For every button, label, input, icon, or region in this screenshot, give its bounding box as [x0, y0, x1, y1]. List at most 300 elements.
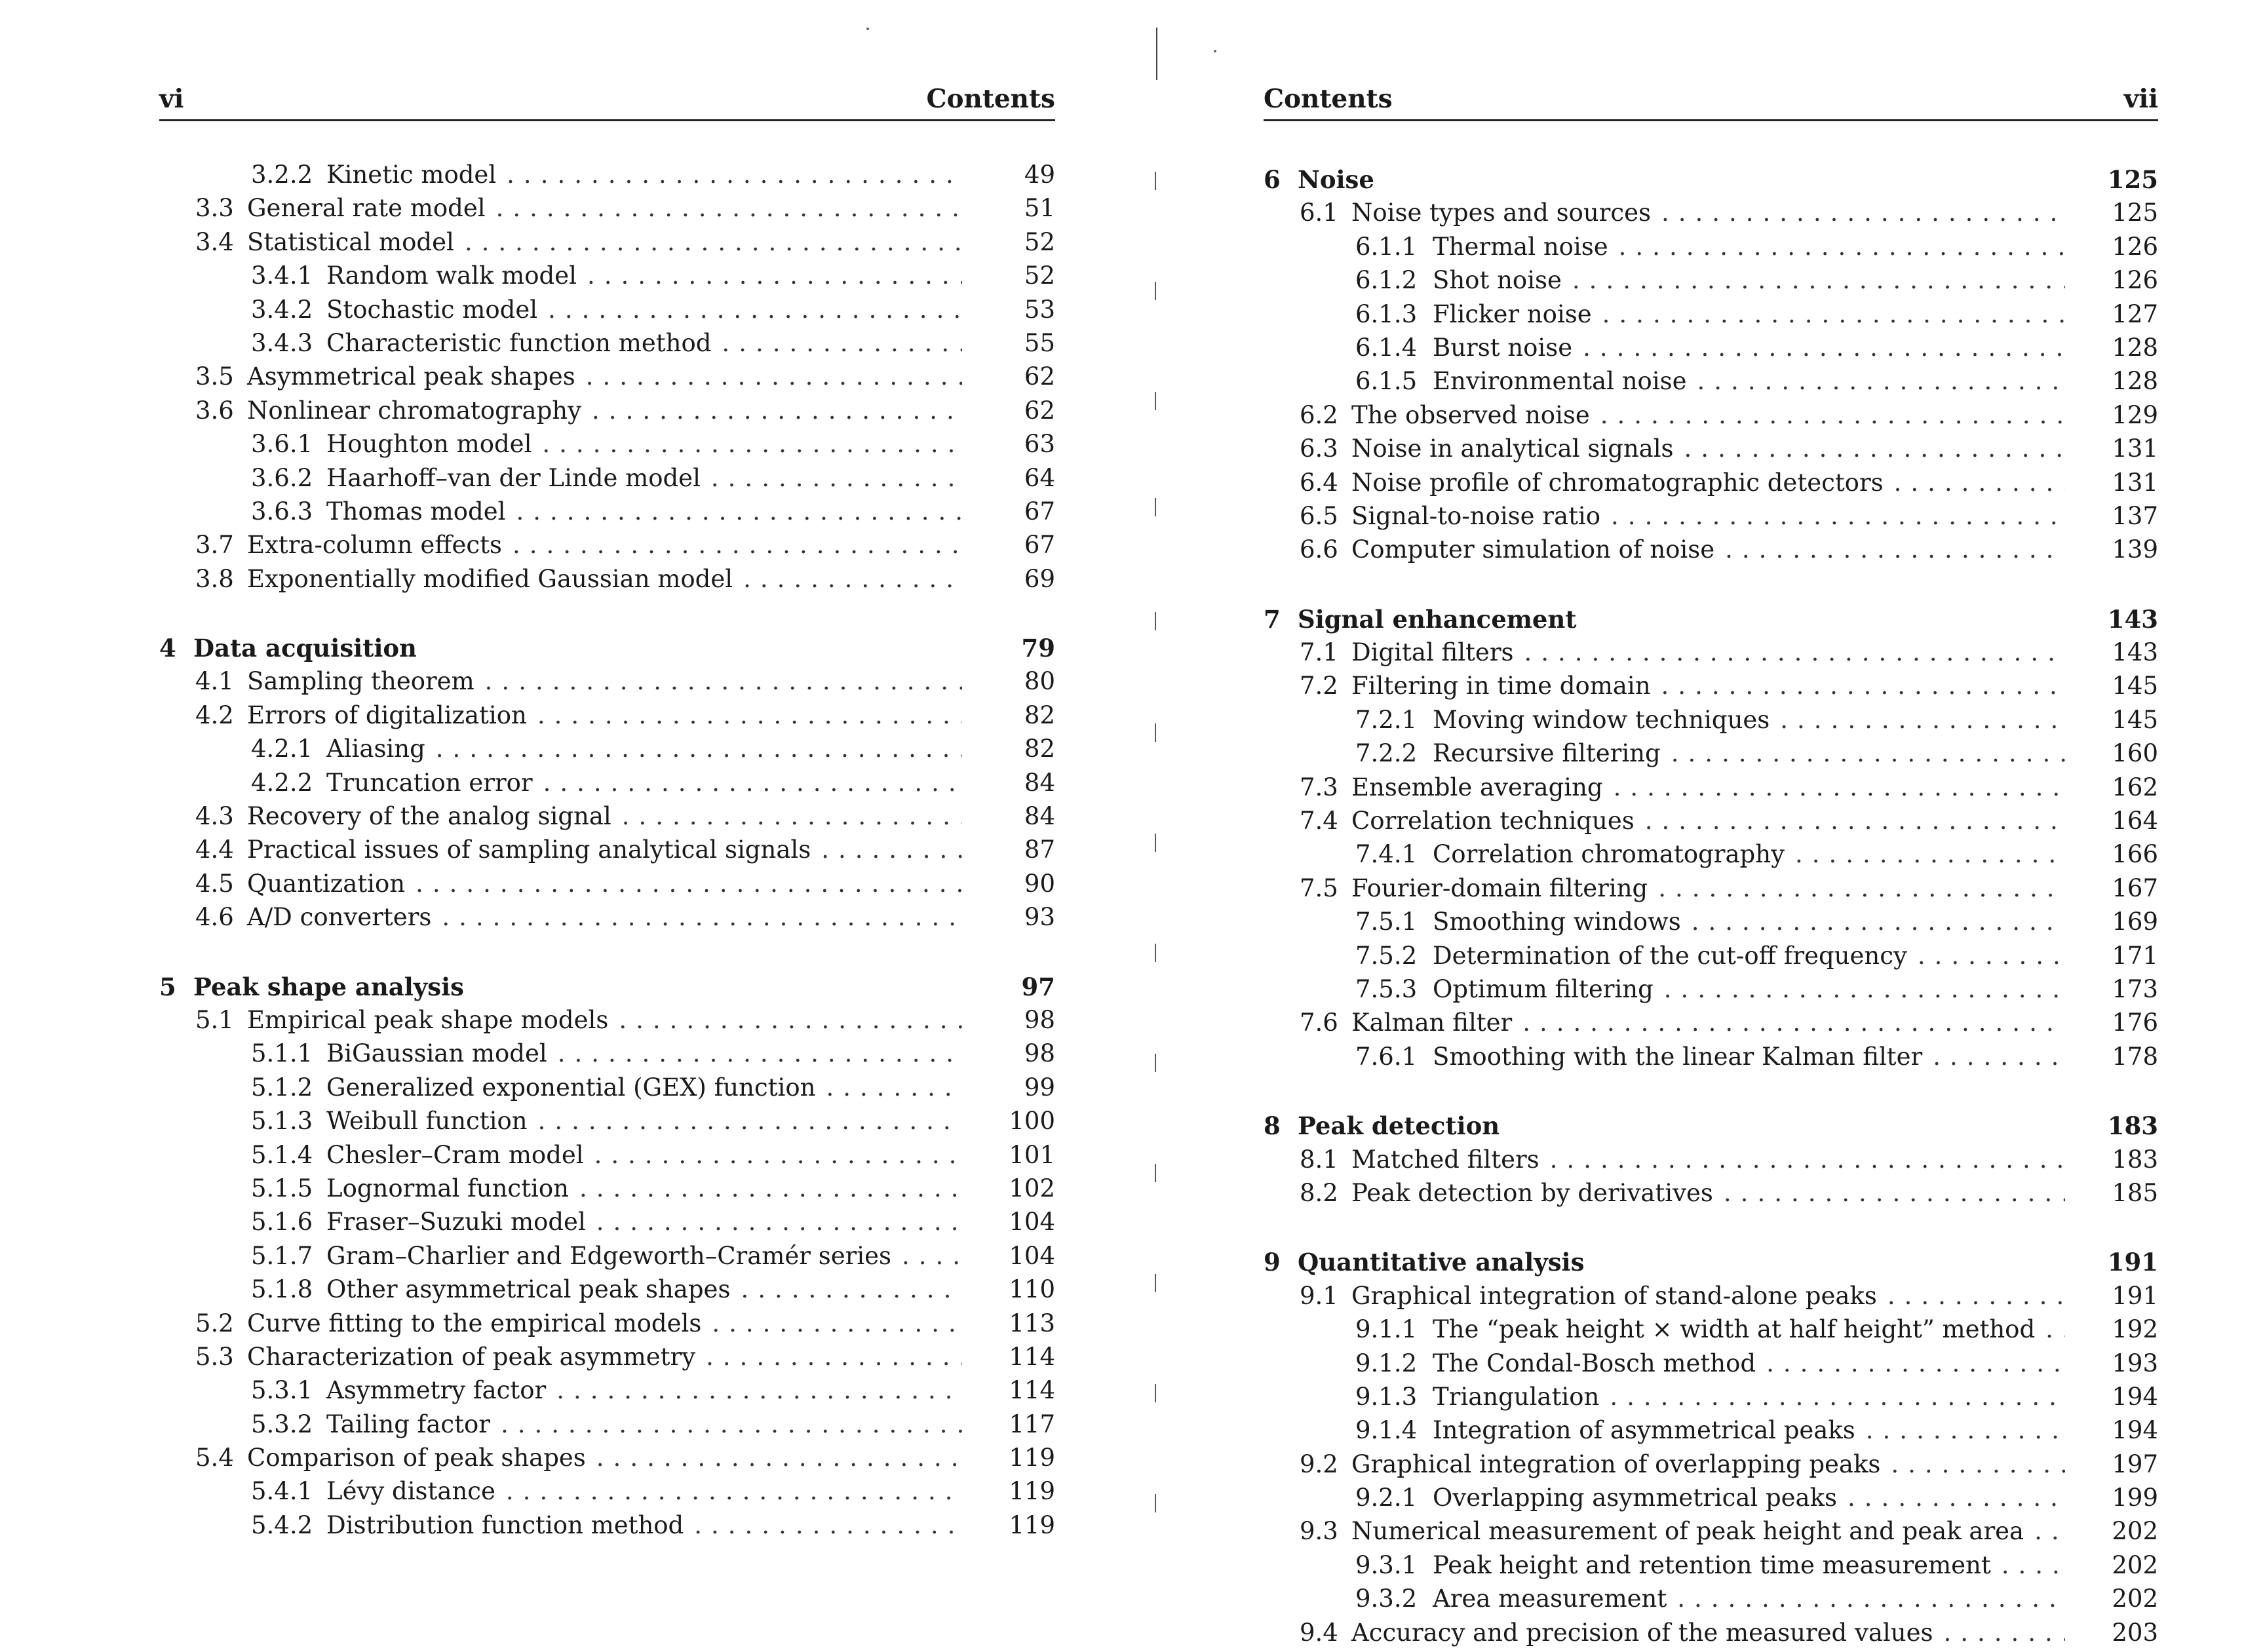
toc-entry-number: 4.6	[195, 903, 234, 932]
toc-entry-page: 127	[2112, 299, 2158, 328]
toc-entry-number: 7.5.1	[1355, 908, 1418, 936]
toc-entry-subsection	[1264, 739, 2158, 773]
toc-entry-page: 126	[2112, 232, 2158, 261]
toc-entry-page: 84	[1024, 802, 1055, 831]
toc-entry-section	[1264, 1619, 2158, 1652]
toc-entry-page: 52	[1024, 261, 1055, 290]
dot-leader	[722, 329, 962, 357]
toc-entry-number: 3.4.1	[251, 261, 313, 290]
toc-entry-number: 9.1.2	[1355, 1349, 1418, 1377]
toc-entry-number: 9.3.2	[1355, 1585, 1418, 1613]
toc-entry-subsection	[1264, 367, 2158, 400]
toc-entry-page: 202	[2112, 1517, 2158, 1546]
toc-entry-page: 145	[2112, 705, 2158, 734]
toc-entry-number: 6.2	[1300, 400, 1338, 429]
toc-entry-page: 110	[1009, 1275, 1055, 1304]
toc-entry-subsection	[1264, 1416, 2158, 1450]
toc-entry-page: 102	[1009, 1174, 1055, 1202]
toc-entry-section	[159, 701, 1055, 735]
toc-entry-title: Fraser–Suzuki model	[326, 1208, 586, 1237]
toc-entry-number: 9.3	[1300, 1517, 1338, 1546]
toc-entry-title: Correlation chromatography	[1433, 840, 1785, 869]
toc-entry-page: 82	[1024, 735, 1055, 763]
toc-entry-page: 119	[1009, 1444, 1055, 1472]
toc-entry-number: 6.1.2	[1355, 266, 1418, 295]
toc-entry-title: Noise	[1298, 165, 1374, 194]
toc-entry-number: 7.4.1	[1355, 840, 1418, 869]
toc-entry-number: 3.4	[195, 227, 234, 256]
toc-entry-page: 139	[2112, 535, 2158, 564]
toc-entry-title: Digital filters	[1351, 638, 1514, 667]
toc-entry-subsection	[159, 1242, 1055, 1275]
page-number: vi	[159, 84, 184, 114]
dot-leader	[558, 1039, 962, 1067]
toc-entry-page: 166	[2112, 840, 2158, 869]
toc-entry-number: 6.1.5	[1355, 367, 1418, 396]
toc-entry-subsection	[1264, 1585, 2158, 1618]
toc-entry-number: 7.6	[1300, 1008, 1338, 1037]
toc-entry-subsection	[1264, 706, 2158, 739]
toc-entry-title: Flicker noise	[1433, 299, 1592, 328]
toc-entry-number: 6.5	[1300, 501, 1338, 530]
toc-entry-number: 5.1.1	[251, 1039, 313, 1068]
toc-entry-title: Fourier-domain filtering	[1351, 874, 1648, 902]
toc-entry-section	[159, 228, 1055, 261]
gutter-mark	[1155, 1384, 1156, 1402]
toc-entry-page: 99	[1024, 1073, 1055, 1102]
toc-entry-page: 173	[2112, 974, 2158, 1003]
toc-entry-title: Thomas model	[326, 497, 506, 526]
toc-entry-number: 9.1.4	[1355, 1416, 1418, 1445]
dot-leader	[622, 802, 962, 830]
toc-entry-subsection	[1264, 942, 2158, 975]
toc-entry-number: 9.1.1	[1355, 1315, 1418, 1344]
toc-entry-title: Noise types and sources	[1351, 199, 1651, 227]
toc-entry-number: 3.4.2	[251, 295, 313, 324]
toc-entry-subsection	[159, 1376, 1055, 1410]
toc-entry-number: 7.5	[1300, 874, 1338, 902]
toc-entry-number: 4.3	[195, 802, 234, 831]
toc-entry-page: 114	[1009, 1376, 1055, 1405]
dot-leader	[1697, 367, 2065, 395]
page-gutter	[1155, 0, 1168, 1594]
toc-entry-subsection	[159, 1039, 1055, 1073]
toc-entry-page: 84	[1024, 768, 1055, 797]
toc-entry-number: 6	[1264, 165, 1281, 194]
toc-entry-number: 8	[1264, 1111, 1281, 1141]
toc-entry-subsection	[159, 329, 1055, 362]
toc-entry-section	[1264, 807, 2158, 840]
dot-leader	[2034, 1517, 2065, 1545]
toc-entry-title: Matched filters	[1351, 1145, 1539, 1174]
toc-entry-number: 5.4.1	[251, 1477, 313, 1506]
toc-entry-chapter	[159, 634, 1055, 667]
gutter-mark	[1155, 282, 1156, 300]
toc-entry-number: 4.2.2	[251, 768, 313, 797]
toc-entry-subsection	[1264, 266, 2158, 299]
toc-entry-section	[159, 802, 1055, 836]
dot-leader	[826, 1073, 963, 1102]
toc-entry-number: 8.1	[1300, 1145, 1338, 1174]
toc-entry-subsection	[159, 261, 1055, 295]
toc-entry-title: Comparison of peak shapes	[247, 1444, 586, 1472]
dot-leader	[2045, 1315, 2065, 1343]
toc-entry-page: 183	[2112, 1145, 2158, 1174]
toc-entry-number: 5.3.2	[251, 1410, 313, 1438]
toc-entry-page: 185	[2112, 1178, 2158, 1207]
toc-entry-page: 131	[2112, 468, 2158, 497]
toc-entry-title: Signal-to-noise ratio	[1351, 501, 1601, 530]
toc-entry-page: 137	[2112, 501, 2158, 530]
toc-entry-page: 125	[2112, 199, 2158, 227]
toc-entry-title: Environmental noise	[1433, 367, 1687, 396]
dot-leader	[1891, 1450, 2065, 1478]
toc-entry-section	[1264, 1282, 2158, 1315]
toc-entry-section	[1264, 535, 2158, 569]
toc-entry-page: 101	[1009, 1140, 1055, 1169]
toc-entry-page: 64	[1024, 463, 1055, 492]
toc-entry-title: Noise in analytical signals	[1351, 434, 1674, 463]
scan-speck	[866, 28, 869, 30]
toc-entry-subsection	[159, 161, 1055, 194]
running-head-title: Contents	[1264, 84, 1393, 114]
dot-leader	[1724, 1179, 2065, 1207]
toc-entry-title: Recursive filtering	[1433, 739, 1661, 768]
toc-entry-title: Houghton model	[326, 430, 532, 459]
toc-entry-title: Empirical peak shape models	[247, 1005, 609, 1034]
toc-entry-section	[159, 1006, 1055, 1039]
toc-entry-page: 128	[2112, 333, 2158, 362]
toc-entry-number: 8.2	[1300, 1178, 1338, 1207]
toc-entry-chapter	[1264, 605, 2158, 638]
dot-leader	[1600, 401, 2065, 429]
toc-entry-title: Lognormal function	[326, 1174, 569, 1202]
toc-entry-number: 9.4	[1300, 1618, 1338, 1647]
toc-entry-number: 5	[159, 972, 176, 1001]
gutter-mark	[1155, 1164, 1156, 1182]
gutter-mark	[1155, 172, 1156, 190]
toc-entry-page: 167	[2112, 874, 2158, 902]
toc-entry-page: 191	[2107, 1248, 2158, 1277]
dot-leader	[1610, 1383, 2065, 1411]
toc-entry-number: 4.2	[195, 701, 234, 729]
toc-entry-section	[1264, 1008, 2158, 1042]
toc-entry-title: Peak shape analysis	[193, 972, 464, 1001]
toc-entry-page: 193	[2112, 1349, 2158, 1377]
gutter-mark	[1155, 1054, 1156, 1072]
dot-leader	[1943, 1619, 2065, 1647]
toc-entry-number: 5.1.5	[251, 1174, 313, 1202]
toc-entry-number: 5.1.2	[251, 1073, 313, 1102]
toc-entry-number: 5.1.4	[251, 1140, 313, 1169]
dot-leader	[1614, 773, 2065, 801]
toc-entry-section	[159, 565, 1055, 598]
toc-entry-subsection	[1264, 1043, 2158, 1076]
dot-leader	[416, 870, 962, 898]
toc-entry-page: 183	[2107, 1111, 2158, 1141]
toc-entry-page: 67	[1024, 531, 1055, 560]
dot-leader	[537, 701, 962, 729]
toc-entry-section	[1264, 434, 2158, 468]
dot-leader	[485, 667, 962, 695]
dot-leader	[1611, 502, 2065, 530]
toc-entry-number: 7.3	[1300, 773, 1338, 801]
toc-entry-number: 7.2	[1300, 672, 1338, 701]
toc-entry-number: 9.3.1	[1355, 1550, 1418, 1579]
toc-entry-page: 80	[1024, 667, 1055, 696]
toc-entry-page: 82	[1024, 701, 1055, 729]
toc-entry-subsection	[159, 769, 1055, 802]
toc-entry-subsection	[1264, 334, 2158, 367]
dot-leader	[1602, 300, 2065, 328]
dot-leader	[442, 903, 962, 931]
toc-entry-number: 4.4	[195, 836, 234, 864]
dot-leader	[1645, 807, 2065, 835]
toc-entry-section	[159, 531, 1055, 564]
toc-entry-subsection	[1264, 1551, 2158, 1585]
dot-leader	[1671, 739, 2065, 767]
toc-entry-section	[1264, 672, 2158, 705]
toc-entry-number: 3.7	[195, 531, 234, 560]
toc-entry-number: 6.6	[1300, 535, 1338, 564]
dot-leader	[1725, 535, 2065, 564]
toc-entry-page: 87	[1024, 836, 1055, 864]
gutter-mark	[1155, 1494, 1156, 1512]
toc-entry-number: 5.4	[195, 1444, 234, 1472]
toc-entry-title: Correlation techniques	[1351, 807, 1635, 836]
toc-entry-page: 104	[1009, 1241, 1055, 1270]
toc-entry-number: 6.1	[1300, 199, 1338, 227]
toc-entry-title: Integration of asymmetrical peaks	[1433, 1416, 1855, 1445]
toc-entry-page: 93	[1024, 903, 1055, 932]
dot-leader	[1848, 1484, 2065, 1512]
toc-entry-title: Optimum filtering	[1433, 974, 1654, 1003]
toc-entry-title: Curve fitting to the empirical models	[247, 1309, 702, 1337]
dot-leader	[596, 1444, 962, 1472]
dot-leader	[902, 1242, 962, 1270]
toc-entry-title: Haarhoff–van der Linde model	[326, 463, 701, 492]
toc-entry-chapter	[1264, 1111, 2158, 1145]
dot-leader	[587, 261, 962, 290]
toc-entry-section	[159, 1309, 1055, 1343]
toc-entry-page: 114	[1009, 1342, 1055, 1371]
toc-entry-page: 97	[1021, 972, 1055, 1001]
dot-leader	[1661, 199, 2065, 227]
toc-entry-number: 9.1.3	[1355, 1382, 1418, 1411]
toc-entry-page: 79	[1021, 634, 1055, 663]
toc-entry-number: 7.6.1	[1355, 1042, 1418, 1071]
toc-entry-number: 5.1.8	[251, 1275, 313, 1304]
toc-entry-page: 192	[2112, 1315, 2158, 1344]
toc-entry-subsection	[1264, 1484, 2158, 1517]
dot-leader	[619, 1006, 962, 1034]
dot-leader	[516, 497, 962, 526]
toc-entry-title: General rate model	[247, 194, 486, 223]
toc-entry-title: Asymmetrical peak shapes	[247, 362, 575, 391]
toc-entry-section	[159, 870, 1055, 903]
toc-entry-title: Peak detection	[1298, 1111, 1500, 1141]
toc-entry-number: 6.4	[1300, 468, 1338, 497]
toc-entry-page: 143	[2112, 638, 2158, 667]
toc-entry-subsection	[1264, 975, 2158, 1008]
dot-leader	[1866, 1416, 2065, 1444]
toc-entry-page: 197	[2112, 1450, 2158, 1478]
toc-entry-title: Noise profile of chromatographic detectors	[1351, 468, 1884, 497]
dot-leader	[1619, 233, 2065, 261]
toc-entry-title: Distribution function method	[326, 1510, 684, 1539]
toc-entry-number: 7.1	[1300, 638, 1338, 667]
dot-leader	[1658, 874, 2065, 902]
toc-entry-number: 3.5	[195, 362, 234, 391]
toc-entry-page: 128	[2112, 367, 2158, 396]
toc-entry-title: Tailing factor	[326, 1410, 490, 1438]
toc-entry-page: 202	[2112, 1585, 2158, 1613]
toc-entry-number: 7.2.1	[1355, 705, 1418, 734]
toc-entry-title: Chesler–Cram model	[326, 1140, 584, 1169]
toc-entry-title: Data acquisition	[193, 634, 417, 663]
toc-entry-page: 199	[2112, 1484, 2158, 1512]
toc-entry-title: Peak height and retention time measurement	[1433, 1550, 1991, 1579]
toc-entry-section	[1264, 199, 2158, 232]
toc-entry-number: 3.6.2	[251, 463, 313, 492]
toc-entry-page: 98	[1024, 1005, 1055, 1034]
toc-entry-subsection	[159, 430, 1055, 463]
toc-entry-title: Characterization of peak asymmetry	[247, 1342, 696, 1371]
dot-leader	[1664, 975, 2065, 1003]
scan-speck	[1214, 50, 1216, 52]
dot-leader	[741, 1275, 962, 1303]
dot-leader	[1661, 672, 2065, 700]
toc-entry-page: 131	[2112, 434, 2158, 463]
toc-entry-title: Kalman filter	[1351, 1008, 1513, 1037]
toc-entry-subsection	[159, 1073, 1055, 1107]
toc-entry-chapter	[159, 972, 1055, 1006]
toc-entry-section	[1264, 401, 2158, 434]
toc-entry-section	[1264, 773, 2158, 807]
toc-list-left	[159, 161, 1055, 1545]
toc-entry-section	[1264, 1517, 2158, 1550]
toc-entry-title: Smoothing with the linear Kalman filter	[1433, 1042, 1923, 1071]
toc-entry-section	[1264, 1450, 2158, 1484]
toc-entry-number: 5.3	[195, 1342, 234, 1371]
toc-entry-title: Computer simulation of noise	[1351, 535, 1715, 564]
toc-entry-number: 3.6	[195, 396, 234, 425]
toc-entry-subsection	[159, 464, 1055, 497]
toc-entry-title: Signal enhancement	[1298, 604, 1577, 634]
toc-entry-subsection	[159, 1410, 1055, 1444]
toc-entry-section	[159, 396, 1055, 430]
toc-entry-title: Nonlinear chromatography	[247, 396, 582, 425]
gutter-mark	[1155, 1274, 1156, 1292]
gutter-mark	[1155, 612, 1156, 630]
dot-leader	[548, 296, 962, 324]
dot-leader	[1894, 469, 2065, 497]
toc-entry-section	[1264, 1179, 2158, 1212]
toc-entry-number: 7.4	[1300, 807, 1338, 836]
running-head-title: Contents	[926, 84, 1055, 114]
toc-entry-number: 6.1.4	[1355, 333, 1418, 362]
toc-entry-page: 194	[2112, 1382, 2158, 1411]
toc-entry-page: 98	[1024, 1039, 1055, 1068]
dot-leader	[507, 161, 962, 189]
toc-entry-title: Gram–Charlier and Edgeworth–Cramér series	[326, 1241, 892, 1270]
toc-entry-title: Graphical integration of stand-alone peaks	[1351, 1281, 1877, 1310]
toc-entry-section	[159, 1343, 1055, 1376]
toc-entry-number: 3.3	[195, 194, 234, 223]
dot-leader	[694, 1511, 962, 1539]
dot-leader	[594, 1141, 962, 1169]
dot-leader	[586, 362, 962, 391]
toc-entry-subsection	[1264, 840, 2158, 874]
toc-entry-page: 119	[1009, 1477, 1055, 1506]
toc-entry-subsection	[159, 1208, 1055, 1241]
toc-entry-title: Quantitative analysis	[1298, 1248, 1585, 1277]
toc-entry-title: Stochastic model	[326, 295, 538, 324]
dot-leader	[436, 735, 962, 763]
toc-entry-title: Thermal noise	[1433, 232, 1608, 261]
toc-entry-title: Filtering in time domain	[1351, 672, 1651, 701]
toc-entry-subsection	[1264, 1315, 2158, 1349]
toc-entry-subsection	[159, 1275, 1055, 1309]
toc-entry-number: 5.4.2	[251, 1510, 313, 1539]
toc-entry-subsection	[159, 735, 1055, 768]
toc-entry-section	[159, 362, 1055, 396]
toc-entry-title: Overlapping asymmetrical peaks	[1433, 1484, 1838, 1512]
dot-leader	[1677, 1585, 2065, 1613]
toc-entry-page: 51	[1024, 194, 1055, 223]
toc-entry-subsection	[159, 1511, 1055, 1545]
dot-leader	[1795, 840, 2065, 868]
toc-entry-title: Moving window techniques	[1433, 705, 1770, 734]
dot-leader	[711, 464, 962, 492]
toc-entry-page: 143	[2107, 604, 2158, 634]
toc-entry-title: Random walk model	[326, 261, 577, 290]
toc-entry-section	[1264, 502, 2158, 535]
toc-entry-number: 5.1.3	[251, 1107, 313, 1136]
dot-leader	[543, 769, 962, 797]
dot-leader	[513, 531, 962, 559]
toc-entry-subsection	[159, 296, 1055, 329]
toc-entry-page: 67	[1024, 497, 1055, 526]
toc-entry-section	[1264, 469, 2158, 502]
toc-entry-number: 4.2.1	[251, 735, 313, 763]
toc-entry-title: Graphical integration of overlapping peaks	[1351, 1450, 1881, 1478]
toc-entry-page: 171	[2112, 941, 2158, 970]
toc-entry-section	[159, 1444, 1055, 1477]
gutter-mark	[1155, 392, 1156, 410]
toc-entry-number: 3.6.3	[251, 497, 313, 526]
toc-entry-title: Area measurement	[1433, 1585, 1667, 1613]
toc-entry-section	[1264, 1145, 2158, 1179]
toc-entry-title: Accuracy and precision of the measured values	[1351, 1618, 1933, 1647]
toc-entry-subsection	[159, 1107, 1055, 1140]
toc-entry-title: Asymmetry factor	[326, 1376, 547, 1405]
toc-entry-page: 49	[1024, 161, 1055, 189]
toc-entry-subsection	[159, 1141, 1055, 1174]
toc-entry-page: 62	[1024, 362, 1055, 391]
toc-entry-page: 100	[1009, 1107, 1055, 1136]
toc-entry-page: 191	[2112, 1281, 2158, 1310]
toc-entry-title: Weibull function	[326, 1107, 528, 1136]
toc-entry-title: Ensemble averaging	[1351, 773, 1603, 801]
toc-entry-page: 119	[1009, 1510, 1055, 1539]
toc-entry-number: 9.1	[1300, 1281, 1338, 1310]
dot-leader	[542, 430, 962, 458]
toc-entry-page: 178	[2112, 1042, 2158, 1071]
dot-leader	[1692, 908, 2065, 936]
toc-entry-number: 9	[1264, 1248, 1281, 1277]
toc-entry-number: 5.1.6	[251, 1208, 313, 1237]
